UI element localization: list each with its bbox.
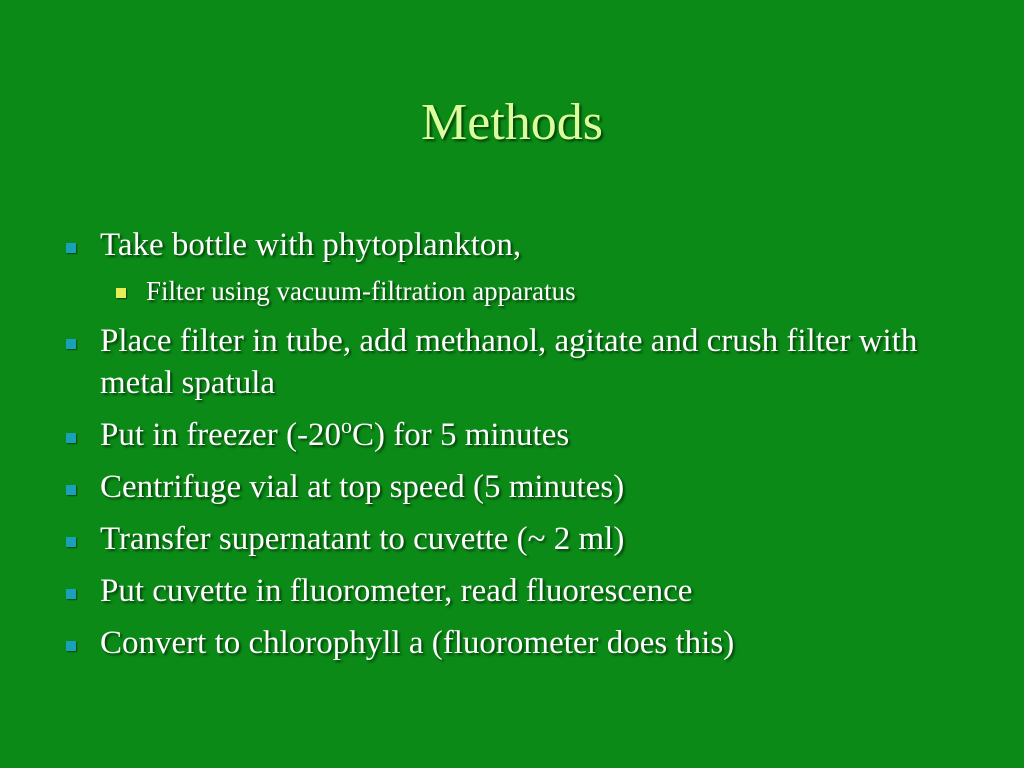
bullet-text: Transfer supernatant to cuvette (~ 2 ml) bbox=[100, 521, 625, 557]
sub-bullet-item bbox=[62, 274, 962, 308]
bullet-item bbox=[62, 414, 962, 456]
bullet-text: Centrifuge vial at top speed (5 minutes) bbox=[100, 469, 625, 505]
bullet-item bbox=[62, 622, 962, 664]
degree-superscript: o bbox=[340, 413, 352, 438]
bullet-item bbox=[62, 570, 962, 612]
bullet-text: Put cuvette in fluorometer, read fluorescence bbox=[100, 573, 693, 609]
square-sub-bullet-icon bbox=[116, 288, 126, 298]
bullet-text-prefix: Put in freezer (-20 bbox=[100, 417, 341, 453]
sub-bullet-text: Filter using vacuum-filtration apparatus bbox=[146, 276, 576, 306]
bullet-item bbox=[62, 224, 962, 266]
bullet-list bbox=[62, 224, 962, 674]
bullet-text: Convert to chlorophyll a (fluorometer does this) bbox=[100, 625, 735, 661]
bullet-text: Take bottle with phytoplankton, bbox=[100, 227, 522, 263]
square-bullet-icon bbox=[66, 641, 76, 651]
square-bullet-icon bbox=[66, 339, 76, 349]
square-bullet-icon bbox=[66, 485, 76, 495]
square-bullet-icon bbox=[66, 589, 76, 599]
bullet-item bbox=[62, 320, 962, 404]
square-bullet-icon bbox=[66, 537, 76, 547]
slide-title: Methods bbox=[421, 94, 603, 151]
bullet-item bbox=[62, 518, 962, 560]
square-bullet-icon bbox=[66, 433, 76, 443]
bullet-item bbox=[62, 466, 962, 508]
bullet-text-suffix: C) for 5 minutes bbox=[351, 417, 570, 453]
bullet-text: Place filter in tube, add methanol, agitate and crush filter with metal spatula bbox=[100, 323, 918, 401]
square-bullet-icon bbox=[66, 243, 76, 253]
